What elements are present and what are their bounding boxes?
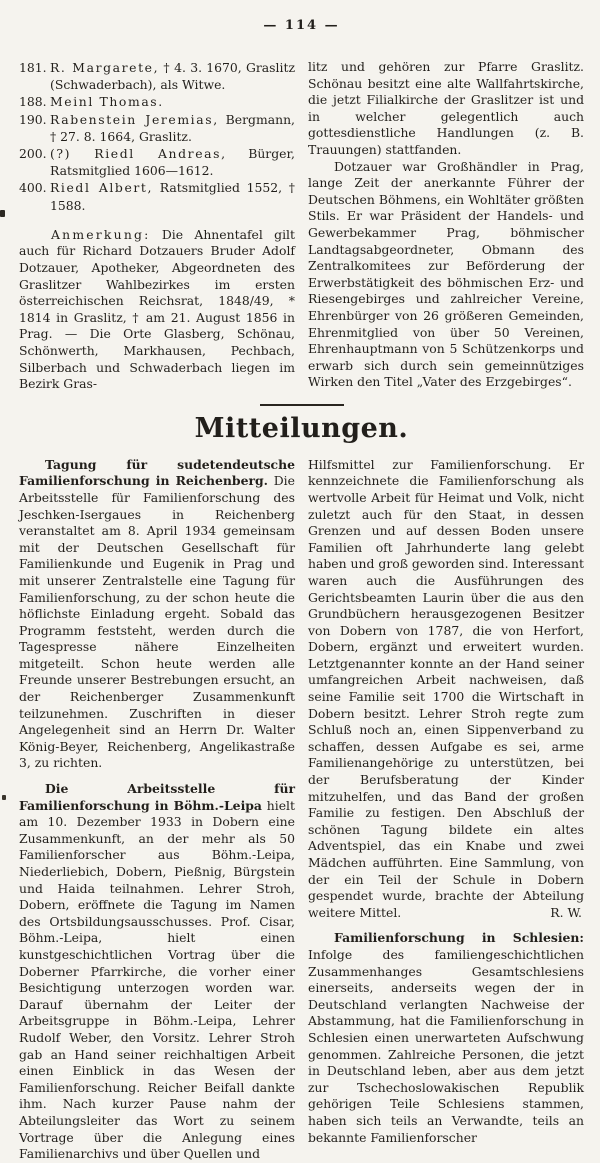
anmerkung-paragraph (19, 227, 295, 393)
continuation-paragraph (308, 457, 584, 922)
continuation-paragraph: litz und gehören zur Pfarre Graslitz. Schönau besitzt eine alte Wallfahrtskirche, die jetzt Filialkirche der Graslitzer ist und in welcher gelegentlich auch gottesdienstliche Handlungen (z. B. Trauungen) stattfanden. (308, 59, 584, 157)
scan-artifact (0, 210, 5, 217)
top-left-column (19, 59, 295, 393)
entry-name: Rabenstein Jeremias, (50, 111, 219, 127)
paragraph-text: Infolge des familiengeschichtlichen Zusammenhanges Gesamtschlesiens einerseits, anderseits wegen der in Deutschland verlangten Nachweise der Abstammung, hat die Familienforschung in Schlesien einen unerwarteten Aufschwung genommen. Zahlreiche Personen, die jetzt in Deutschland leben, aber aus dem jetzt zur Tschechoslowakischen Republik gehörigen Teile Schlesiens stammen, haben sich teils an Verwandte, teils an bekannte Familienforscher (308, 946, 584, 1145)
list-item (19, 93, 295, 110)
entry-number: 181. (19, 60, 47, 75)
author-initials: R. W. (550, 904, 582, 920)
scan-artifact (2, 795, 6, 800)
ancestor-list (19, 59, 295, 214)
page-number: — 114 — (263, 18, 340, 33)
entry-text: Bergmann, † 27. 8. 1664, Graslitz. (50, 111, 295, 144)
dotzauer-paragraph: Dotzauer war Großhändler in Prag, lange Zeit der anerkannte Führer der Deutschen Böhmens, ein Wohltäter größten Stils. Er war Präsident der Handels- und Gewerbekammer Prag, böhmischer Landtagsabgeordneter, Obmann des Zentralkomitees zur Beförderung der Erwerbstätigkeit des böhmischen Erz- und Riesengebirges und zahlreicher Vereine, Ehrenbürger von 26 größeren Gemeinden, Ehrenmitglied von über 50 Vereinen, Ehrenhauptmann von 5 Schützenkorps und erwarb sich durch sein gemeinnütziges Wirken den Titel „Vater des Erzgebirges“. (308, 158, 584, 390)
paragraph-lead: Tagung für sudetendeutsche Familienforschung in Reichenberg. (19, 456, 295, 489)
arbeitsstelle-paragraph (19, 781, 295, 1163)
section-heading: Mitteilungen. (194, 412, 409, 444)
entry-name: Riedl Albert, (50, 180, 154, 196)
entry-text: † 4. 3. 1670, Graslitz (Schwaderbach), als Witwe. (50, 60, 295, 93)
mitteilungen-left-column (19, 457, 295, 1163)
entry-text: Ratsmitglied 1552, † 1588. (50, 180, 295, 213)
list-item (19, 111, 295, 145)
entry-number: 188. (19, 94, 47, 110)
paragraph-text: hielt am 10. Dezember 1933 in Dobern eine Zusammenkunft, an der mehr als 50 Familienforscher aus Böhm.-Leipa, Niederliebich, Dobern, Pießnig, Bürgstein und Haida teilnahmen. Lehrer Stroh, Dobern, eröffnete die Tagung im Namen des Ortsbildungsausschusses. Prof. Cisar, Böhm.-Leipa, hielt einen kunstgeschichtlichen Vortrag über die Doberner Pfarrkirche, die vorher einer Besichtigung unterzogen worden war. Darauf übernahm der Leiter der Arbeitsgruppe in Böhm.-Leipa, Lehrer Rudolf Weber, den Vorsitz. Lehrer Stroh gab an Hand seiner reichhaltigen Arbeit einen Einblick in das Wesen der Familienforschung. Reicher Beifall dankte ihm. Nach kurzer Pause nahm der Abteilungsleiter das Wort zu seinem Vortrage über die Anlegung eines Familienarchivs und über Quellen und (19, 797, 295, 1162)
section-divider (260, 404, 344, 406)
schlesien-paragraph (308, 930, 584, 1146)
paragraph-text: Hilfsmittel zur Familienforschung. Er kennzeichnete die Familienforschung als wertvolle Arbeit für Heimat und Volk, nicht zuletzt auch für den Staat, in dessen Grenzen und auf dessen Boden unsere Familien oft Jahrhunderte lang gelebt haben und groß geworden sind. Interessant waren auch die Ausführungen des Gerichtsbeamten Laurin über die aus den Grundbüchern herausgezogenen Besitzer von Dobern von 1787, die von Herfort, Dobern, ergänzt und erweitert wurden. Letztgenannter konnte an der Hand seiner umfangreichen Arbeit nachweisen, daß seine Familie seit 1700 die Wirtschaft in Dobern besitzt. Lehrer Stroh regte zum Schluß noch an, einen Sippenverband zu schaffen, dessen Aufgabe es sei, arme Familienangehörige zu unterstützen, bei der Berufsberatung der Kinder mitzuhelfen, und das Band der großen Familie zu festigen. Den Abschluß der schönen Tagung bildete ein altes Adventspiel, das ein Knabe und zwei Mädchen aufführten. Eine Sammlung, von der ein Teil der Schule in Dobern gespendet wurde, brachte der Abteilung weitere Mittel. (308, 456, 584, 920)
paragraph-lead: Die Arbeitsstelle für Familienforschung in Böhm.-Leipa (19, 781, 295, 813)
entry-name: (?) Riedl Andreas, (50, 146, 227, 162)
entry-text: Bürger, Ratsmitglied 1606—1612. (50, 146, 295, 179)
top-section (19, 59, 584, 393)
tagung-paragraph (19, 457, 295, 772)
list-item (19, 59, 295, 93)
entry-number: 190. (19, 111, 47, 127)
entry-name: Meinl Thomas. (50, 94, 164, 110)
anmerkung-text: Die Ahnentafel gilt auch für Richard Dotzauers Bruder Adolf Dotzauer, Apotheker, Abgeordneten des Graslitzer Wahlbezirkes im ersten österreichischen Reichsrat, 1848/49, * 1814 in Graslitz, † am 21. August 1856 in Prag. — Die Orte Glasberg, Schönau, Schönwerth, Markhausen, Pechbach, Silberbach und Schwaderbach liegen im Bezirk Gras- (19, 226, 295, 392)
anmerkung-label: Anmerkung: (51, 226, 151, 242)
paragraph-text: Die Arbeitsstelle für Familienforschung des Jeschken-Isergaues in Reichenberg veranstaltet am 8. April 1934 gemeinsam mit der Deutschen Gesellschaft für Familienkunde und Eugenik in Prag und mit unserer Zentralstelle eine Tagung für Familienforschung, zu der schon heute die höflichste Einladung ergeht. Sobald das Programm feststeht, werden durch die Tagespresse nähere Einzelheiten mitgeteilt. Schon heute werden alle Freunde unserer Bestrebungen ersucht, an der Reichenberger Zusammenkunft teilzunehmen. Zuschriften in dieser Angelegenheit sind an Herrn Dr. Walter König-Beyer, Reichenberg, Angelikastraße 3, zu richten. (19, 473, 295, 771)
top-right-column (308, 59, 584, 393)
paragraph-lead: Familienforschung in Schlesien: (334, 930, 584, 946)
entry-number: 200. (19, 146, 47, 162)
list-item (19, 145, 295, 179)
entry-name: R. Margarete, (50, 60, 160, 75)
entry-number: 400. (19, 180, 47, 196)
mitteilungen-right-column (308, 457, 584, 1163)
mitteilungen-section (19, 457, 584, 1163)
list-item (19, 179, 295, 213)
